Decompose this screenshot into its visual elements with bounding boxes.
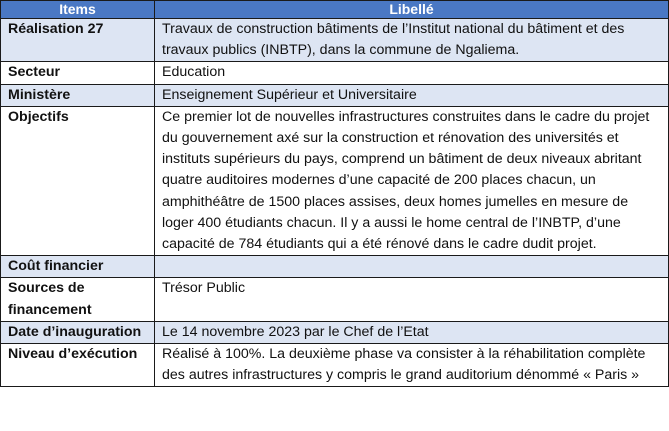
row-label: Objectifs [1, 106, 155, 255]
table-row-sources [1, 278, 669, 321]
table-row-cout [1, 256, 669, 278]
row-label: Ministère [1, 84, 155, 106]
row-value: Education [155, 62, 669, 84]
row-value: Trésor Public [155, 278, 669, 321]
row-value: Travaux de construction bâtiments de l’Institut national du bâtiment et des travaux publics (INBTP), dans la commune de Ngaliema. [155, 19, 669, 62]
row-label: Date d’inauguration [1, 321, 155, 343]
header-items: Items [1, 1, 155, 19]
table-row-niveau [1, 344, 669, 387]
table-row-ministere [1, 84, 669, 106]
row-label: Réalisation 27 [1, 19, 155, 62]
header-row [1, 1, 669, 19]
table-row-realisation [1, 19, 669, 62]
table-row-secteur [1, 62, 669, 84]
header-libelle: Libellé [155, 1, 669, 19]
row-value: Le 14 novembre 2023 par le Chef de l’Etat [155, 321, 669, 343]
table-row-date [1, 321, 669, 343]
row-label: Coût financier [1, 256, 155, 278]
row-label: Secteur [1, 62, 155, 84]
row-value: Ce premier lot de nouvelles infrastructures construites dans le cadre du projet du gouvernement axé sur la construction et rénovation des universités et instituts supérieurs du pays, comprend un bâtiment de deux niveaux abritant quatre auditoires modernes d’une capacité de 200 places chacun, un amphithéâtre de 1500 places assises, deux homes jumelles en mesure de loger 400 étudiants chacun. Il y a aussi le home central de l’INBTP, d’une capacité de 784 étudiants qui a été rénové dans le cadre dudit projet. [155, 106, 669, 255]
row-value: Enseignement Supérieur et Universitaire [155, 84, 669, 106]
row-value: Réalisé à 100%. La deuxième phase va consister à la réhabilitation complète des autres infrastructures y compris le grand auditorium dénommé « Paris » [155, 344, 669, 387]
row-label: Niveau d’exécution [1, 344, 155, 387]
row-label: Sources de financement [1, 278, 155, 321]
table-row-objectifs [1, 106, 669, 255]
row-value [155, 256, 669, 278]
